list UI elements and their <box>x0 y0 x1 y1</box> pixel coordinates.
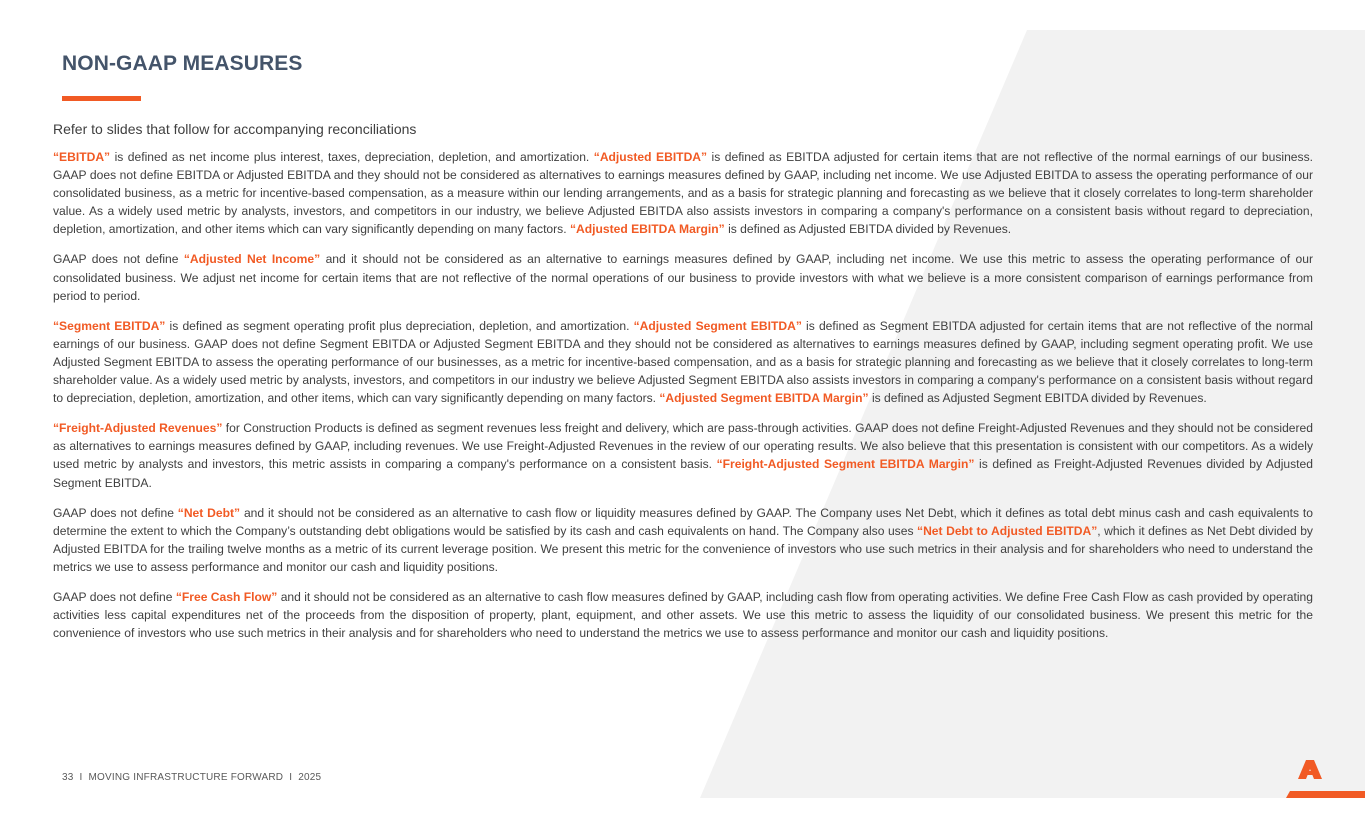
paragraph-segment-ebitda <box>53 317 1313 407</box>
defined-term: “Net Debt” <box>177 505 241 520</box>
footer-year: 2025 <box>298 772 322 783</box>
paragraph-ebitda <box>53 148 1313 238</box>
paragraph-text: is defined as Adjusted EBITDA divided by Revenues. <box>724 222 1012 237</box>
defined-term: “Adjusted EBITDA Margin” <box>569 222 725 237</box>
title-underline <box>62 96 141 101</box>
defined-term: “Net Debt to Adjusted EBITDA” <box>917 523 1098 538</box>
paragraph-text: is defined as EBITDA adjusted for certain items that are not reflective of the normal earnings of our business. GAAP does not define EBITDA or Adjusted EBITDA and they should not be considered as alternatives to earnings measures defined by GAAP, including net income. We use Adjusted EBITDA to assess the operating performance of our consolidated business, as a metric for incentive-based compensation, as a measure within our lending arrangements, and as a basis for strategic planning and forecasting as we believe that it closely correlates to long-term shareholder value. As a widely used metric by analysts, investors, and competitors in our industry, we believe Adjusted EBITDA also assists investors in comparing a company's performance on a consistent basis without regard to depreciation, depletion, amortization, and other items which can vary significantly depending on many factors. <box>53 150 1313 237</box>
paragraph-text: and it should not be considered as an alternative to cash flow measures defined by GAAP, including cash flow from operating activities. We define Free Cash Flow as cash provided by operating activities less capital expenditures net of the proceeds from the disposition of property, plant, equipment, and other assets. We use this metric to assess the liquidity of our consolidated business. We present this metric for the convenience of investors who use such metrics in their analysis and for shareholders who need to understand the metrics we use to assess performance and monitor our cash and liquidity positions. <box>53 589 1313 641</box>
page-number: 33 <box>62 772 74 783</box>
page-title: NON-GAAP MEASURES <box>62 52 303 75</box>
paragraph-text: , which it defines as Net Debt divided by Adjusted EBITDA for the trailing twelve months as a metric of its current leverage position. We present this metric for the convenience of investors who use such metrics in their analysis and for shareholders who need to understand the metrics we use to assess performance and monitor our cash and liquidity positions. <box>53 523 1313 574</box>
paragraph-adjusted-net-income <box>53 250 1313 304</box>
footer-tagline: MOVING INFRASTRUCTURE FORWARD <box>88 772 284 783</box>
paragraph-text: is defined as Adjusted Segment EBITDA divided by Revenues. <box>868 391 1207 406</box>
paragraph-text: is defined as segment operating profit plus depreciation, depletion, and amortization. <box>165 318 634 333</box>
paragraph-net-debt <box>53 504 1313 576</box>
footer-separator: I <box>79 772 83 783</box>
paragraph-text: is defined as Freight-Adjusted Revenues divided by Adjusted Segment EBITDA. <box>53 457 1313 490</box>
defined-term: “Free Cash Flow” <box>175 589 278 604</box>
paragraph-freight-adjusted-revenues <box>53 419 1313 491</box>
paragraph-free-cash-flow <box>53 588 1313 642</box>
content-body <box>53 120 1313 654</box>
paragraph-text: GAAP does not define <box>53 589 176 604</box>
defined-term: “EBITDA” <box>53 150 111 164</box>
subheading: Refer to slides that follow for accompanying reconciliations <box>53 121 417 137</box>
arcosa-a-logo-icon <box>1286 757 1365 799</box>
paragraph-text: is defined as Segment EBITDA adjusted for certain items that are not reflective of the normal earnings of our business. GAAP does not define Segment EBITDA or Adjusted Segment EBITDA and they should not be considered as alternatives to earnings measures defined by GAAP, including segment operating profit. We use Adjusted Segment EBITDA to assess the operating performance of our businesses, as a metric for incentive-based compensation, and as a basis for strategic planning and forecasting as we believe that it closely correlates to long-term shareholder value. As a widely used metric by analysts, investors, and competitors in our industry we believe Adjusted Segment EBITDA also assists investors in comparing a company's performance on a consistent basis without regard to depreciation, depletion, amortization, and other items, which can vary significantly depending on many factors. <box>53 318 1313 406</box>
paragraph-text: GAAP does not define <box>53 252 184 267</box>
paragraph-text: GAAP does not define <box>53 505 178 520</box>
defined-term: “Adjusted Segment EBITDA” <box>633 318 802 333</box>
defined-term: “Adjusted EBITDA” <box>593 150 708 164</box>
paragraph-text: is defined as net income plus interest, taxes, depreciation, depletion, and amortization. <box>110 150 594 164</box>
defined-term: “Segment EBITDA” <box>53 318 166 333</box>
paragraph-text: and it should not be considered as an alternative to cash flow or liquidity measures defined by GAAP. The Company uses Net Debt, which it defines as total debt minus cash and cash equivalents to determine the extent to which the Company’s outstanding debt obligations would be satisfied by its cash and cash equivalents on hand. The Company also uses <box>53 505 1313 538</box>
paragraph-text: and it should not be considered as an alternative to earnings measures defined by GAAP, including net income. We use this metric to assess the operating performance of our consolidated business. We adjust net income for certain items that are not reflective of the normal operations of our business to provide investors with what we believe is a more consistent comparison of earnings performance from period to period. <box>53 252 1313 303</box>
footer-separator: I <box>289 772 293 783</box>
paragraph-text: for Construction Products is defined as segment revenues less freight and delivery, which are pass-through activities. GAAP does not define Freight-Adjusted Revenues and they should not be considered as alternatives to earnings measures defined by GAAP, including revenues. We use Freight-Adjusted Revenues in the review of our operating results. We also believe that this presentation is consistent with our competitors. As a widely used metric by analysts and investors, this metric assists in comparing a company's performance on a consistent basis. <box>53 421 1314 472</box>
defined-term: “Freight-Adjusted Revenues” <box>53 421 223 436</box>
footer <box>62 772 321 783</box>
defined-term: “Freight-Adjusted Segment EBITDA Margin” <box>716 457 975 472</box>
defined-term: “Adjusted Net Income” <box>183 252 321 267</box>
defined-term: “Adjusted Segment EBITDA Margin” <box>659 391 869 406</box>
